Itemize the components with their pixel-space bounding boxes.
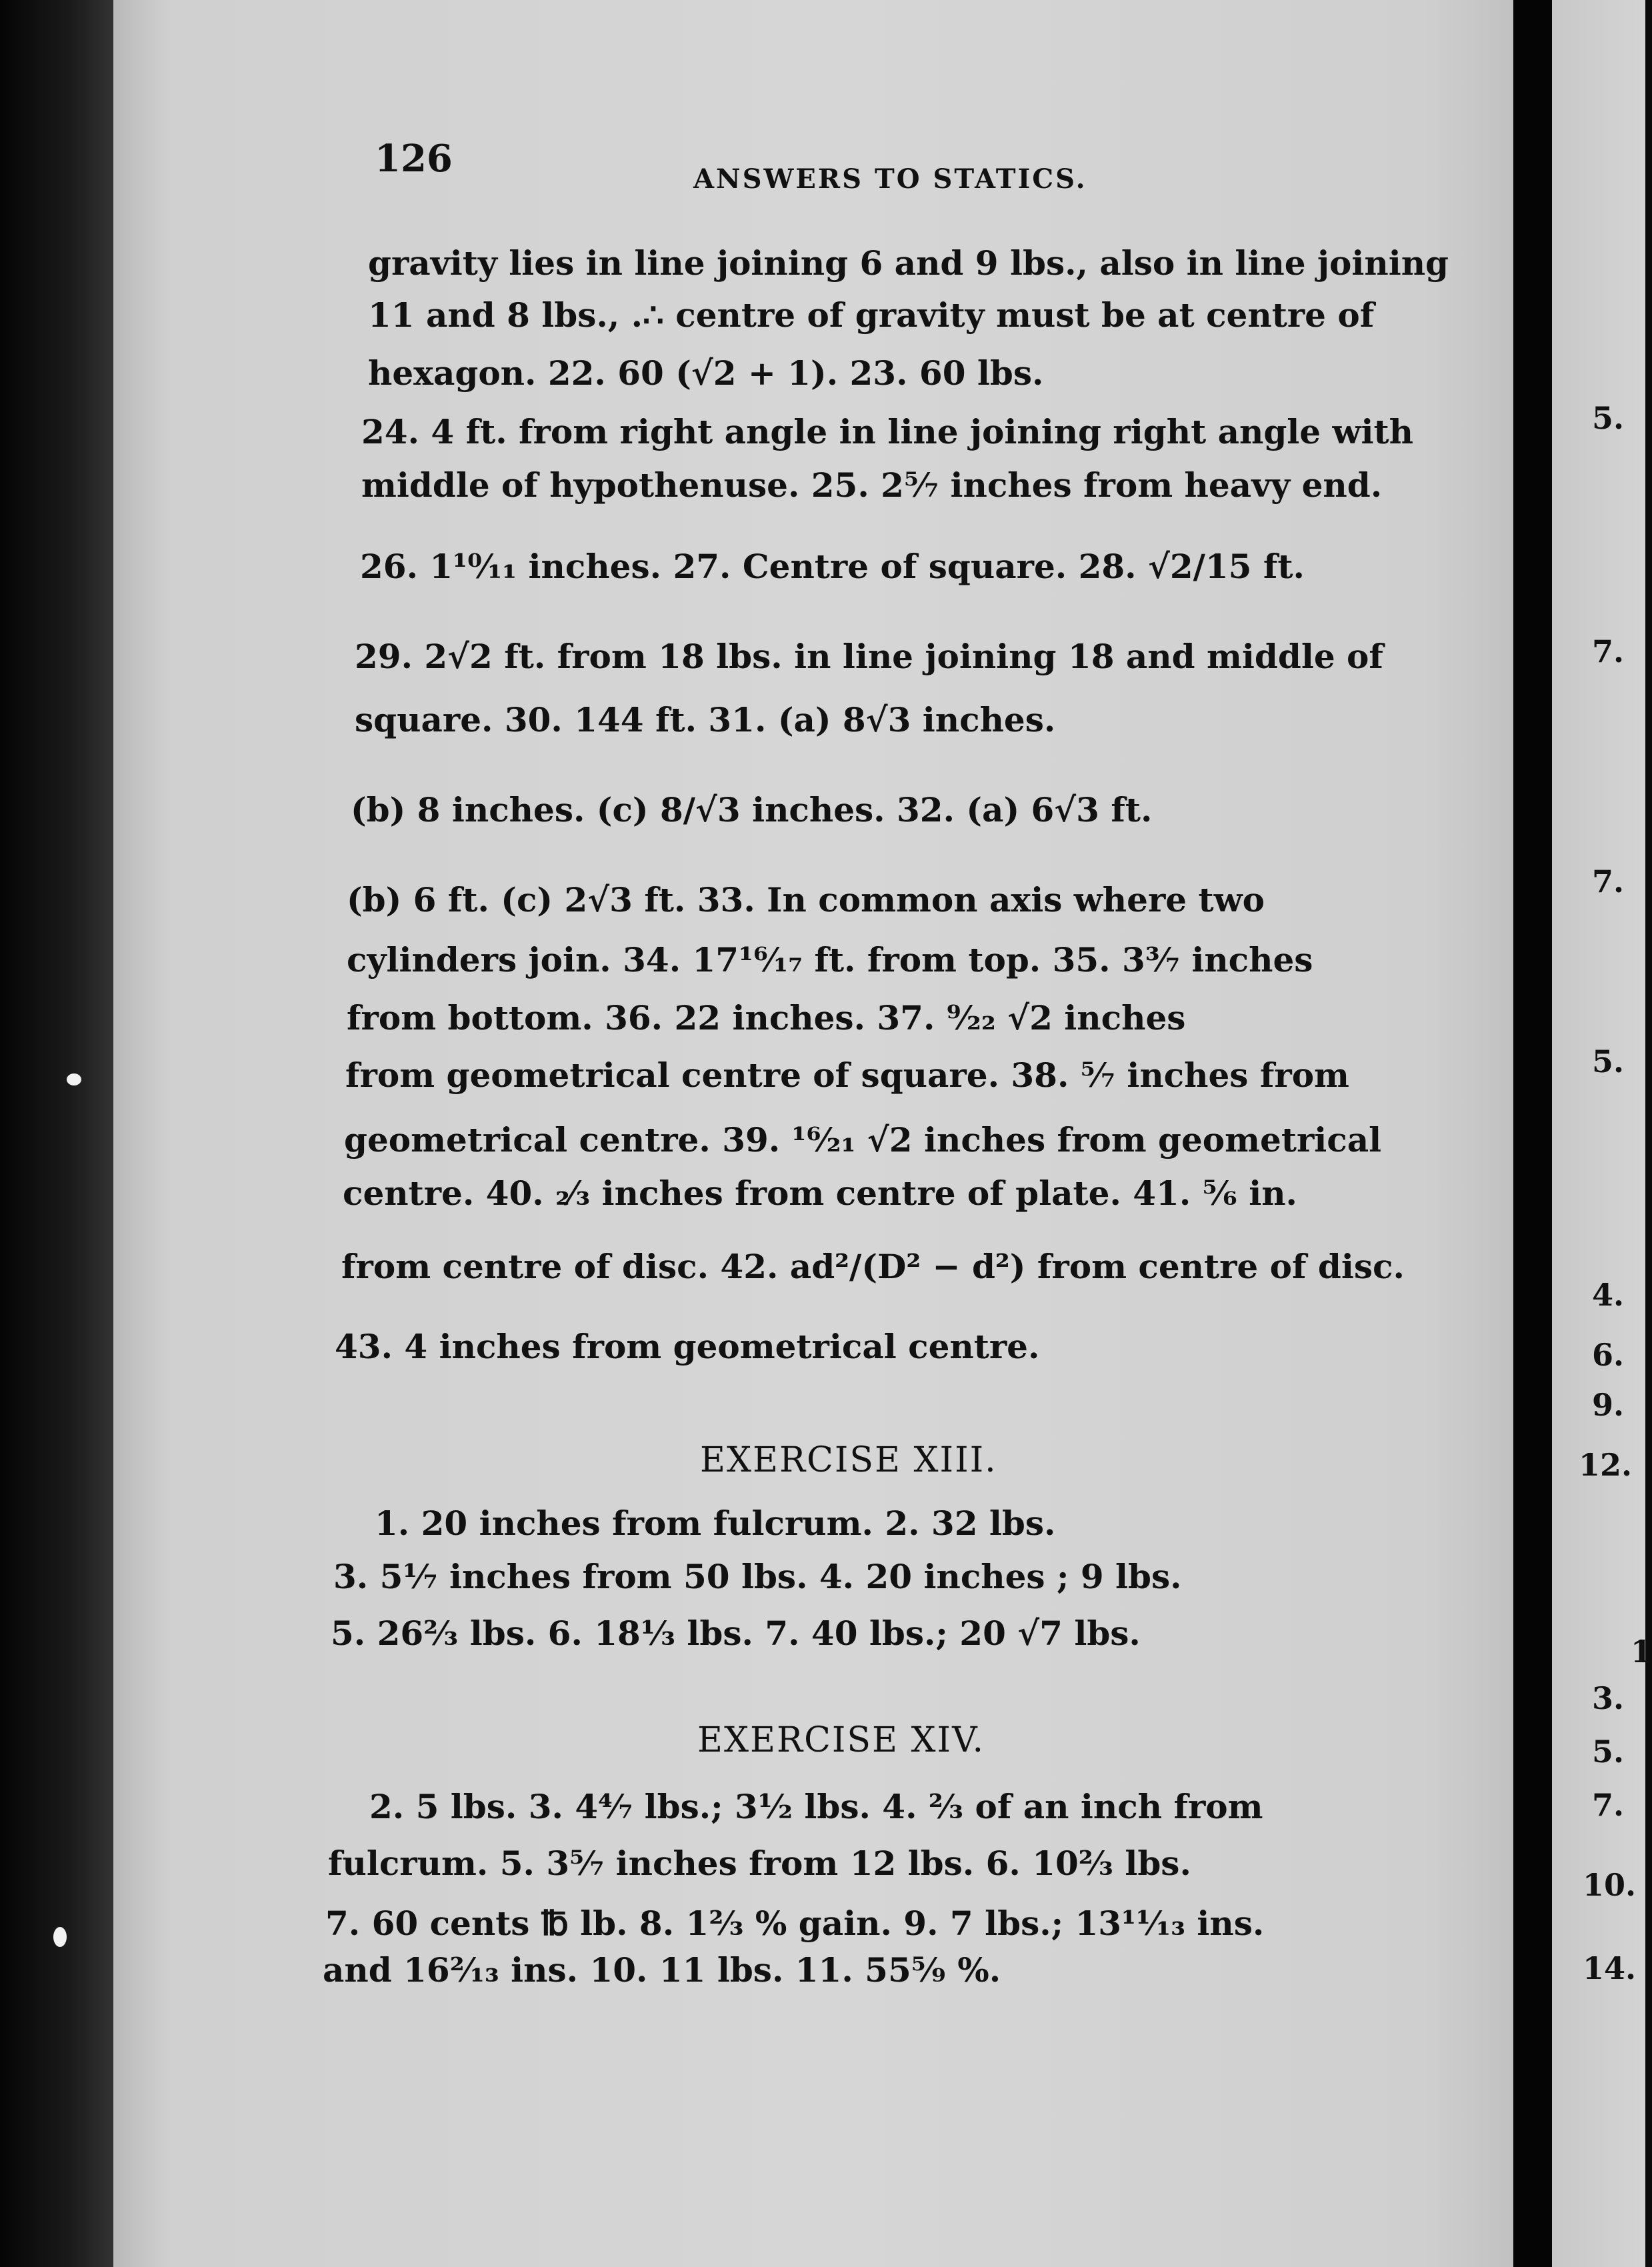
answer-line: 3. 5¹⁄₇ inches from 50 lbs. 4. 20 inches ; 9 lbs. <box>333 1557 1182 1596</box>
adjacent-number: 6. <box>1592 1337 1625 1373</box>
answer-line: 43. 4 inches from geometrical centre. <box>335 1327 1040 1366</box>
adjacent-number: 10. <box>1583 1867 1637 1903</box>
adjacent-number: 5. <box>1592 1043 1625 1079</box>
book-spine <box>1513 0 1552 2267</box>
answer-line: middle of hypothenuse. 25. 2⁵⁄₇ inches from heavy end. <box>361 465 1383 505</box>
book-page <box>113 0 1540 2267</box>
page-number: 126 <box>375 137 453 181</box>
exercise-xiv-title: EXERCISE XIV. <box>697 1720 985 1760</box>
answer-line: (b) 8 inches. (c) 8/√3 inches. 32. (a) 6√3 ft. <box>351 790 1153 829</box>
adjacent-number: 7. <box>1592 633 1625 669</box>
running-head: ANSWERS TO STATICS. <box>693 163 1087 195</box>
adjacent-number: 7. <box>1592 863 1625 899</box>
answer-line: from geometrical centre of square. 38. ⁵⁄₇ inches from <box>345 1055 1349 1095</box>
answer-line: fulcrum. 5. 3⁵⁄₇ inches from 12 lbs. 6. 10²⁄₃ lbs. <box>328 1844 1191 1883</box>
answer-line: geometrical centre. 39. ¹⁶⁄₂₁ √2 inches from geometrical <box>344 1120 1382 1160</box>
answer-line: cylinders join. 34. 17¹⁶⁄₁₇ ft. from top. 35. 3³⁄₇ inches <box>347 940 1313 979</box>
answer-line: 29. 2√2 ft. from 18 lbs. in line joining 18 and middle of <box>355 637 1383 676</box>
answer-line: 11 and 8 lbs., .∴ centre of gravity must be at centre of <box>368 295 1375 335</box>
answer-line: 24. 4 ft. from right angle in line joining right angle with <box>361 412 1413 451</box>
adjacent-page-edge <box>1552 0 1652 2267</box>
answer-line: 7. 60 cents ℔ lb. 8. 1²⁄₃ % gain. 9. 7 lbs.; 13¹¹⁄₁₃ ins. <box>325 1904 1265 1943</box>
answer-line: 2. 5 lbs. 3. 4⁴⁄₇ lbs.; 3¹⁄₂ lbs. 4. ²⁄₃ of an inch from <box>369 1787 1263 1826</box>
adjacent-number: 5. <box>1592 1734 1625 1770</box>
exercise-xiii-title: EXERCISE XIII. <box>700 1440 997 1480</box>
answer-line: square. 30. 144 ft. 31. (a) 8√3 inches. <box>355 700 1056 739</box>
answer-line: centre. 40. ₂⁄₃ inches from centre of plate. 41. ⁵⁄₆ in. <box>343 1174 1297 1213</box>
adjacent-number: 5. <box>1592 400 1625 436</box>
answer-line: from centre of disc. 42. ad²/(D² − d²) from centre of disc. <box>341 1247 1405 1286</box>
answer-line: hexagon. 22. 60 (√2 + 1). 23. 60 lbs. <box>368 353 1044 393</box>
paper-speck <box>53 1927 67 1947</box>
adjacent-number: 14. <box>1583 1950 1637 1986</box>
answer-line: 26. 1¹⁰⁄₁₁ inches. 27. Centre of square. 28. √2/15 ft. <box>360 547 1305 586</box>
book-gutter <box>0 0 127 2267</box>
adjacent-number: 4. <box>1592 1277 1625 1313</box>
adjacent-number: 1 <box>1631 1634 1652 1670</box>
answer-line: 1. 20 inches from fulcrum. 2. 32 lbs. <box>375 1504 1056 1543</box>
answer-line: gravity lies in line joining 6 and 9 lbs., also in line joining <box>368 243 1449 283</box>
paper-speck <box>67 1073 81 1085</box>
adjacent-number: 12. <box>1579 1447 1633 1483</box>
answer-line: (b) 6 ft. (c) 2√3 ft. 33. In common axis where two <box>347 880 1265 919</box>
answer-line: 5. 26²⁄₃ lbs. 6. 18¹⁄₃ lbs. 7. 40 lbs.; 20 √7 lbs. <box>331 1614 1141 1653</box>
adjacent-number: 3. <box>1592 1680 1625 1716</box>
adjacent-number: 9. <box>1592 1387 1625 1423</box>
answer-line: from bottom. 36. 22 inches. 37. ⁹⁄₂₂ √2 inches <box>347 998 1186 1037</box>
answer-line: and 16²⁄₁₃ ins. 10. 11 lbs. 11. 55⁵⁄₉ %. <box>323 1950 1001 1990</box>
adjacent-number: 7. <box>1592 1787 1625 1823</box>
